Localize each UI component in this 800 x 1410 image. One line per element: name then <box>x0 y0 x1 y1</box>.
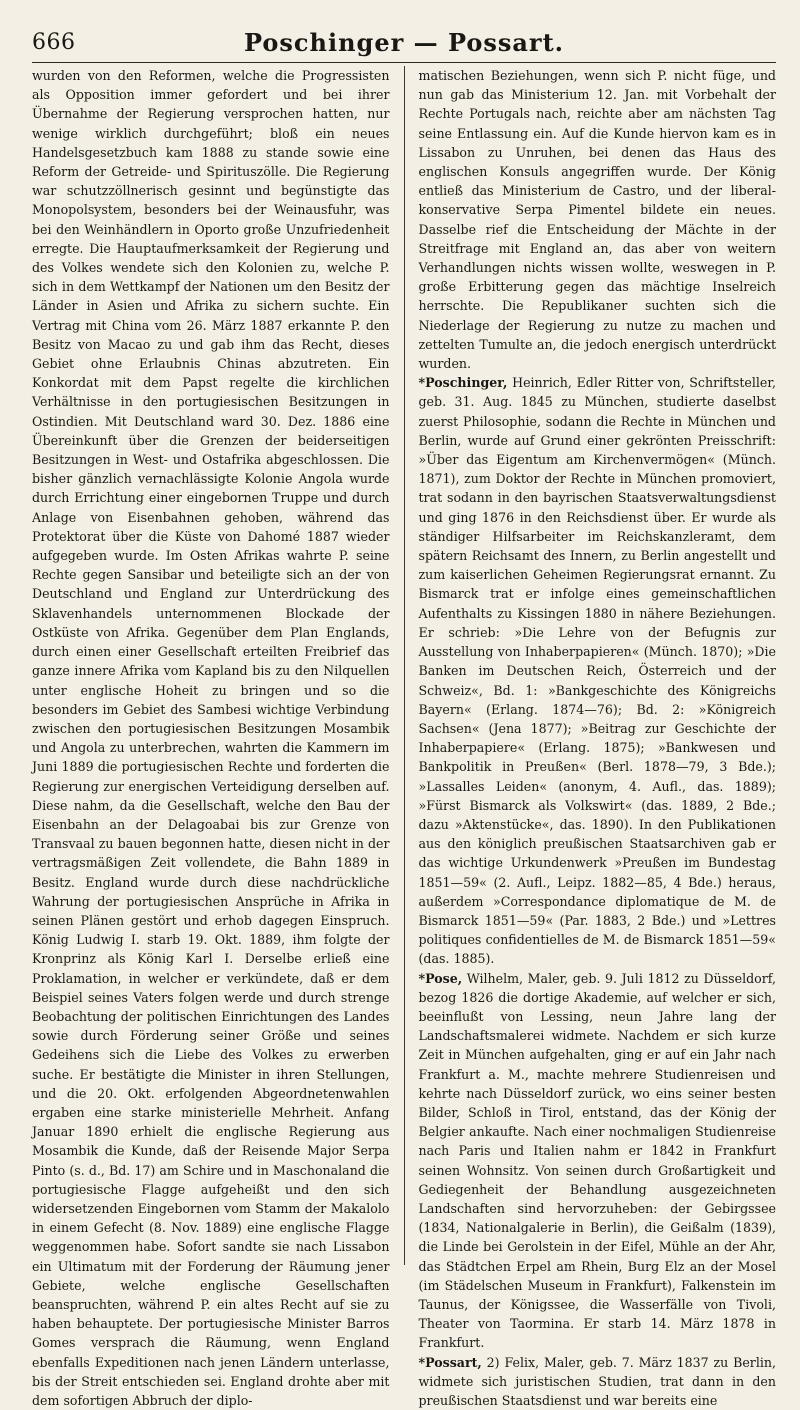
header-rule <box>32 62 776 63</box>
article-text: Heinrich, Edler Ritter von, Schriftsteller, geb. 31. Aug. 1845 zu München, studierte daselbst zuerst Philosophie, sodann die Rechte in München und Berlin, wurde auf Grund einer gekrönten Preisschrift: »Über das Eigentum am Kirchenvermögen« (Münch. 1871), zum Doktor der Rechte in München promoviert, trat sodann in den bayrischen Staatsverwaltungsdienst und ging 1876 in den Reichsdienst über. Er wurde als ständiger Hilfsarbeiter im Reichskanzleramt, dem spätern Reichsamt des Innern, zu Berlin angestellt und zum kaiserlichen Geheimen Regierungsrat ernannt. Zu Bismarck trat er infolge eines gemeinschaftlichen Aufenthalts zu Kissingen 1880 in nähere Beziehungen. Er schrieb: »Die Lehre von der Befugnis zur Ausstellung von Inhaberpapieren« (Münch. 1870); »Die Banken im Deutschen Reich, Österreich und der Schweiz«, Bd. 1: »Bankgeschichte des Königreichs Bayern« (Erlang. 1874—76); Bd. 2: »Königreich Sachsen« (Jena 1877); »Beitrag zur Geschichte der Inhaberpapiere« (Erlang. 1875); »Bankwesen und Bankpolitik in Preußen« (Berl. 1878—79, 3 Bde.); »Lassalles Leiden« (anonym, 4. Aufl., das. 1889); »Fürst Bismarck als Volkswirt« (das. 1889, 2 Bde.; dazu »Aktenstücke«, das. 1890). In den Publikationen aus den königlich preußischen Staatsarchiven gab er das wichtige Urkundenwerk »Preußen im Bundestag 1851—59« (2. Aufl., Leipz. 1882—85, 4 Bde.) heraus, außerdem »Correspondance diplomatique de M. de Bismarck 1851—59« (Par. 1883, 2 Bde.) und »Lettres politiques confidentielles de M. de Bismarck 1851—59« (das. 1885). <box>418 375 776 967</box>
running-title: Poschinger — Possart. <box>243 28 565 57</box>
entry-poschinger <box>419 373 777 968</box>
column-divider <box>404 66 405 1265</box>
page-header <box>32 26 776 62</box>
right-column <box>418 66 777 1409</box>
article-text: wurden von den Reformen, welche die Progressisten als Opposition immer gefordert und bei ihrer Übernahme der Regierung versprochen hatten, nur wenige wirklich durchgeführt; bloß ein neues Handelsgesetzbuch kam 1888 zu stande sowie eine Reform der Getreide- und Spirituszölle. Die Regierung war schutzzöllnerisch gesinnt und begünstigte das Monopolsystem, besonders bei der Weinausfuhr, was bei den Weinhändlern in Oporto große Unzufriedenheit erregte. Die Hauptaufmerksamkeit der Regierung und des Volkes wendete sich den Kolonien zu, welche P. sich in dem Wettkampf der Nationen um den Besitz der Länder in Asien und Afrika zu sichern suchte. Ein Vertrag mit China vom 26. März 1887 erkannte P. den Besitz von Macao zu und gab ihm das Recht, dieses Gebiet ohne Erlaubnis Chinas abzutreten. Ein Konkordat mit dem Papst regelte die kirchlichen Verhältnisse in den portugiesischen Besitzungen in Ostindien. Mit Deutschland ward 30. Dez. 1886 eine Übereinkunft über die Grenzen der beiderseitigen Besitzungen in West- und Ostafrika abgeschlossen. Die bisher gänzlich vernachlässigte Kolonie Angola wurde durch Errichtung einer eingebornen Truppe und durch Anlage von Eisenbahnen gehoben, während das Protektorat über die Küste von Dahomé 1887 wieder aufgegeben wurde. Im Osten Afrikas wahrte P. seine Rechte gegen Sansibar und beteiligte sich an der von Deutschland und England zur Unterdrückung des Sklavenhandels unternommenen Blockade der Ostküste von Afrika. Gegenüber dem Plan Englands, durch einen einer Gesellschaft erteilten Freibrief das ganze innere Afrika vom Kapland bis zu den Nilquellen unter englische Hoheit zu bringen und so die besonders im Gebiet des Sambesi wichtige Verbindung zwischen den portugiesischen Besitzungen Mosambik und Angola zu unterbrechen, wahrten die Kammern im Juni 1889 die portugiesischen Rechte und forderten die Regierung zur energischen Verteidigung derselben auf. Diese nahm, da die Gesellschaft, welche den Bau der Eisenbahn an der Delagoabai bis zur Grenze von Transvaal zu bauen begonnen hatte, diesen nicht in der vertragsmäßigen Zeit vollendete, die Bahn 1889 in Besitz. England wurde durch diese nachdrückliche Wahrung der portugiesischen Ansprüche in Afrika in seinen Plänen gestört und erhob dagegen Einspruch. König Ludwig I. starb 19. Okt. 1889, ihm folgte der Kronprinz als König Karl I. Derselbe erließ eine Proklamation, in welcher er verkündete, daß er dem Beispiel seines Vaters folgen werde und durch strenge Beobachtung der politischen Einrichtungen des Landes sowie durch Förderung seiner Größe und seines Gedeihens sich die Liebe des Volkes zu erwerben suche. Er bestätigte die Minister in ihren Stellungen, und die 20. Okt. erfolgenden Abgeordnetenwahlen ergaben eine starke ministerielle Mehrheit. Anfang Januar 1890 erhielt die englische Regierung aus Mosambik die Kunde, daß der Reisende Major Serpa Pinto (s. d., Bd. 17) am Schire und in Maschonaland die portugiesische Flagge aufgeheißt und den sich widersetzenden Eingebornen vom Stamm der Makalolo in einem Gefecht (8. Nov. 1889) eine englische Flagge weggenommen habe. Sofort sandte sie nach Lissabon ein Ultimatum mit der Forderung der Räumung jener Gebiete, welche englische Gesellschaften beanspruchten, während P. ein altes Recht auf sie zu haben behauptete. Der portugiesische Minister Barros Gomes versprach die Räumung, wenn England ebenfalls Expeditionen nach jenen Ländern unterlasse, bis der Streit entschieden sei. England drohte aber mit dem sofortigen Abbruch der diplo- <box>32 68 390 1409</box>
entry-headword: *Possart, <box>418 1354 482 1370</box>
article-text: Wilhelm, Maler, geb. 9. Juli 1812 zu Düsseldorf, bezog 1826 die dortige Akademie, auf welcher er sich, beeinflußt von Lessing, neun Jahre lang der Landschaftsmalerei widmete. Nachdem er sich kurze Zeit in München aufgehalten, ging er auf ein Jahr nach Frankfurt a. M., machte mehrere Studienreisen und kehrte nach Düsseldorf zurück, wo eins seiner besten Bilder, Schloß in Tirol, entstand, das der König der Belgier ankaufte. Nach einer nochmaligen Studienreise nach Paris und Italien nahm er 1842 in Frankfurt seinen Wohnsitz. Von seinen durch Großartigkeit und Gediegenheit der Behandlung ausgezeichneten Landschaften sind hervorzuheben: der Gebirgssee (1834, Nationalgalerie in Berlin), die Geißalm (1839), die Linde bei Gerolstein in der Eifel, Mühle an der Ahr, das Städtchen Erpel am Rhein, Burg Elz an der Mosel (im Städelschen Museum in Frankfurt), Falkenstein im Taunus, der Königssee, die Wasserfälle von Tivoli, Theater von Taormina. Er starb 14. März 1878 in Frankfurt. <box>418 970 776 1351</box>
article-text: 2) Felix, Maler, geb. 7. März 1837 zu Berlin, widmete sich juristischen Studien, trat dann in den preußischen Staatsdienst und war bereits eine <box>418 1354 776 1409</box>
entry-pose <box>419 969 777 1353</box>
article-paragraph <box>32 66 390 1410</box>
article-paragraph <box>419 66 777 373</box>
text-columns <box>32 66 776 1409</box>
entry-possart <box>419 1353 777 1410</box>
article-text: matischen Beziehungen, wenn sich P. nicht füge, und nun gab das Ministerium 12. Jan. mit Vorbehalt der Rechte Portugals nach, reichte aber am nächsten Tag seine Entlassung ein. Auf die Kunde hiervon kam es in Lissabon zu Unruhen, bei denen das Haus des englischen Konsuls angegriffen wurde. Der König entließ das Ministerium de Castro, und der liberal-konservative Serpa Pimentel bildete ein neues. Dasselbe rief die Entscheidung der Mächte in der Streitfrage mit England an, das aber von weitern Verhandlungen nichts wissen wollte, weswegen in P. große Erbitterung gegen das mächtige Inselreich herrschte. Die Republikaner suchten sich die Niederlage der Regierung zu nutze zu machen und zettelten Tumulte an, die jedoch energisch unterdrückt wurden. <box>418 68 776 372</box>
page-number: 666 <box>32 30 76 55</box>
entry-headword: *Pose, <box>418 970 463 986</box>
entry-headword: *Poschinger, <box>418 375 508 391</box>
left-column <box>32 66 390 1409</box>
